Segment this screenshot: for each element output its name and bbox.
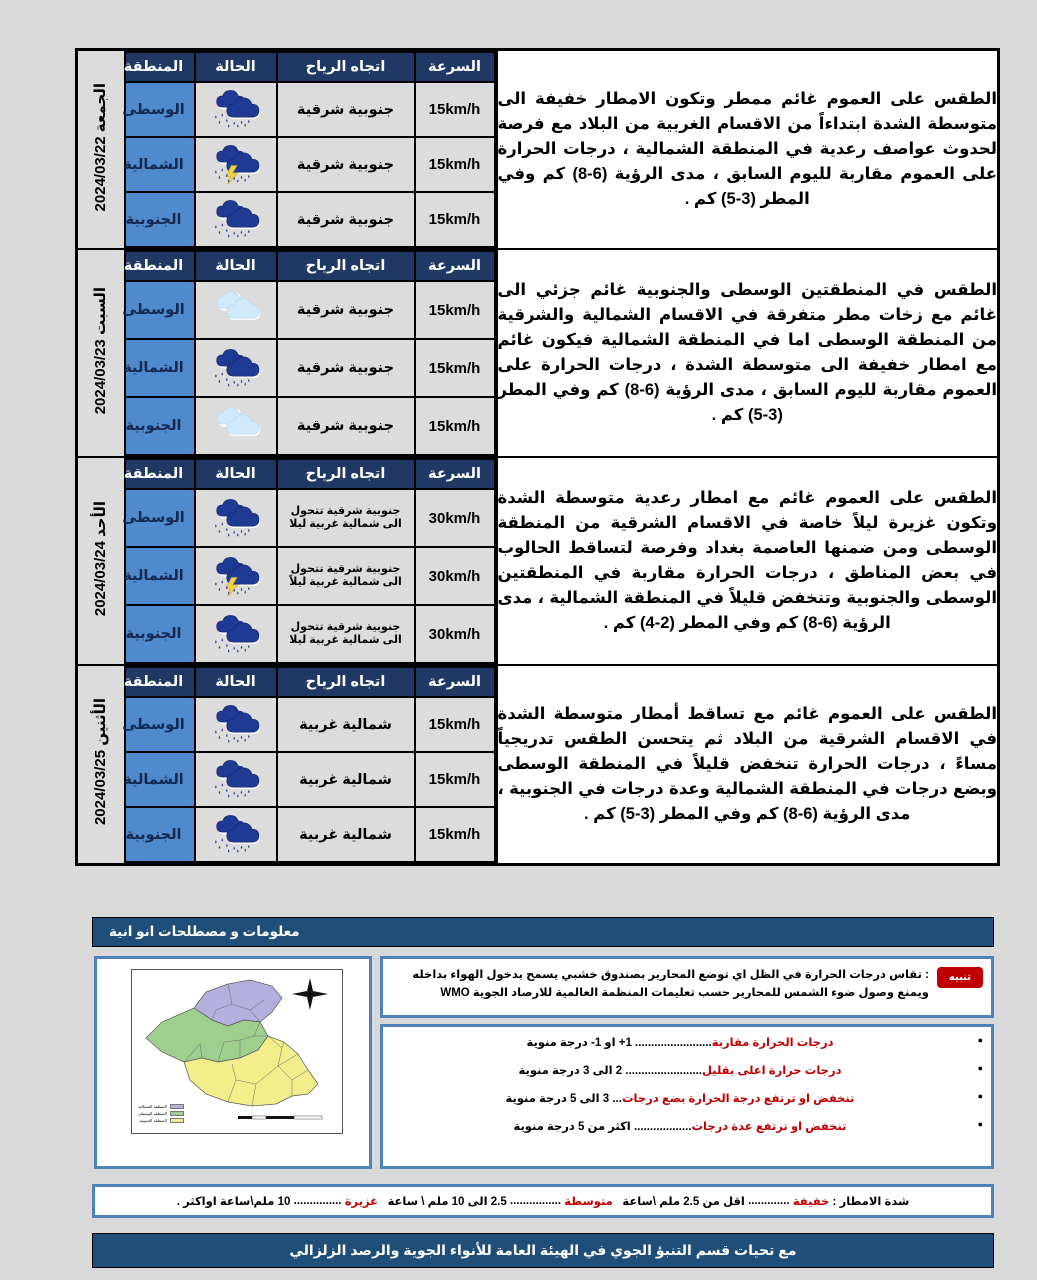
- table-row: [113, 697, 495, 752]
- wind-direction-cell: جنوبية شرقية تتحول الى شمالية غربية ليلا: [277, 489, 415, 547]
- footer-band: [92, 1233, 994, 1268]
- weather-state-cell: [195, 807, 277, 862]
- weather-state-cell: [195, 397, 277, 455]
- wind-speed-cell: 15km/h: [415, 752, 495, 807]
- forecast-day-block: [77, 665, 999, 865]
- table-row: [113, 281, 495, 339]
- iraq-region-map: [131, 969, 343, 1134]
- wind-direction-cell: جنوبية شرقية: [277, 281, 415, 339]
- weather-state-cell: [195, 82, 277, 137]
- table-row: [113, 397, 495, 455]
- legend-item-label: تنخفض او ترتفع عدة درجات: [691, 1121, 847, 1133]
- region-cell: الوسطى: [113, 82, 195, 137]
- legend-item: [393, 1091, 967, 1105]
- region-cell: الشمالية: [113, 547, 195, 605]
- table-row: [113, 339, 495, 397]
- table-row: [113, 547, 495, 605]
- wind-direction-cell: شمالية غربية: [277, 697, 415, 752]
- forecast-day-block: [77, 457, 999, 665]
- wind-direction-cell: جنوبية شرقية: [277, 397, 415, 455]
- wind-speed-cell: 15km/h: [415, 339, 495, 397]
- region-cell: الجنوبية: [113, 397, 195, 455]
- wind-speed-cell: 15km/h: [415, 697, 495, 752]
- conditions-header-row: [113, 52, 495, 82]
- table-row: [113, 192, 495, 247]
- col-header-speed: السرعة: [415, 667, 495, 697]
- map-legend: [138, 1104, 184, 1125]
- wind-speed-cell: 15km/h: [415, 137, 495, 192]
- partly-cloudy-light-icon: [207, 402, 265, 446]
- terms-band-title: معلومات و مصطلحات انو انية: [109, 924, 300, 939]
- wind-direction-cell: جنوبية شرقية تتحول الى شمالية غربية ليلا: [277, 605, 415, 663]
- col-header-state: الحالة: [195, 251, 277, 281]
- table-row: [113, 605, 495, 663]
- day-summary-text: الطقس على العموم غائم مع تساقط أمطار متوسطة الشدة في الاقسام الشرقية من البلاد ثم يتحسن الطقس تدريجياً مساءً ، درجات الحرارة تنخفض قليلاً في المنطقة الوسطى وبضع درجات في المنطقة الشمالية وعدة درجات في الجنوبية ، مدى الرؤية (6-8) كم وفي المطر (3-5) كم .: [497, 665, 999, 865]
- legend-item: [393, 1035, 967, 1049]
- region-cell: الوسطى: [113, 281, 195, 339]
- col-header-wind_dir: اتجاه الرياح: [277, 459, 415, 489]
- weather-state-cell: [195, 339, 277, 397]
- rain-heavy-icon: [207, 195, 265, 239]
- rain-heavy-icon: [207, 755, 265, 799]
- wind-speed-cell: 15km/h: [415, 807, 495, 862]
- legend-item-value: اكثر من 5 درجة منوية: [513, 1121, 634, 1133]
- day-label: السبت 2024/03/23: [92, 286, 110, 415]
- temperature-legend-box: [380, 1024, 994, 1169]
- notice-box: [380, 956, 994, 1018]
- weather-state-cell: [195, 752, 277, 807]
- col-header-speed: السرعة: [415, 52, 495, 82]
- table-row: [113, 752, 495, 807]
- weather-state-cell: [195, 605, 277, 663]
- rain-heavy-icon: [207, 700, 265, 744]
- day-summary-text: الطقس على العموم غائم ممطر وتكون الامطار خفيفة الى متوسطة الشدة ابتداءاً من الاقسام الغربية من البلاد مع فرصة لحدوث عواصف رعدية في المنطقة الشمالية ، درجات الحرارة على العموم مقاربة لليوم السابق ، مدى الرؤية (6-8) كم وفي المطر (3-5) كم .: [497, 50, 999, 250]
- legend-item-label: درجات حرارة اعلى بقليل: [702, 1065, 842, 1077]
- table-row: [113, 489, 495, 547]
- map-legend-central: المنطقة الوسطى: [138, 1111, 167, 1116]
- region-cell: الشمالية: [113, 339, 195, 397]
- wind-direction-cell: جنوبية شرقية تتحول الى شمالية غربية ليلاً: [277, 547, 415, 605]
- forecast-table: [75, 48, 1000, 866]
- col-header-state: الحالة: [195, 459, 277, 489]
- partly-cloudy-light-icon: [207, 286, 265, 330]
- legend-item-dots: ........................: [625, 1065, 703, 1077]
- day-conditions-cell: [122, 457, 497, 665]
- wind-speed-cell: 15km/h: [415, 397, 495, 455]
- wind-speed-cell: 30km/h: [415, 605, 495, 663]
- footer-text: مع تحيات قسم التنبؤ الجوي في الهيئة العامة للأنواء الجوية والرصد الزلزالي: [289, 1242, 797, 1258]
- day-label: الأثنين 2024/03/25: [92, 698, 110, 826]
- conditions-header-row: [113, 251, 495, 281]
- day-label: الأحد 2024/03/24: [92, 500, 110, 617]
- rain-medium-dots: ................: [509, 1195, 562, 1207]
- day-conditions-cell: [122, 50, 497, 250]
- conditions-header-row: [113, 459, 495, 489]
- compass-rose-icon: [292, 978, 328, 1010]
- legend-item-label: تنخفض او ترتفع درجة الحرارة بضع درجات: [621, 1093, 855, 1105]
- region-cell: الجنوبية: [113, 807, 195, 862]
- day-conditions-table: [112, 458, 496, 664]
- region-cell: الشمالية: [113, 752, 195, 807]
- legend-item-dots: ........................: [635, 1037, 712, 1049]
- document-page: [22, 10, 1015, 1272]
- temperature-legend-list: [383, 1027, 991, 1133]
- terms-band: [92, 917, 994, 947]
- forecast-day-block: [77, 249, 999, 457]
- col-header-wind_dir: اتجاه الرياح: [277, 52, 415, 82]
- wind-direction-cell: جنوبية شرقية: [277, 192, 415, 247]
- col-header-wind_dir: اتجاه الرياح: [277, 667, 415, 697]
- legend-item-value: 2 الى 3 درجة منوية: [518, 1065, 626, 1077]
- weather-state-cell: [195, 489, 277, 547]
- col-header-region: المنطقة: [113, 52, 195, 82]
- col-header-state: الحالة: [195, 667, 277, 697]
- rain-heavy-icon: [207, 810, 265, 854]
- col-header-wind_dir: اتجاه الرياح: [277, 251, 415, 281]
- rain-heavy-label: غزيرة: [344, 1196, 378, 1208]
- forecast-day-block: [77, 50, 999, 250]
- table-row: [113, 807, 495, 862]
- notice-line-1: : تقاس درجات الحرارة في الظل اي توضع المحارير بصندوق خشبي يسمح بدخول الهواء بداخله: [412, 969, 929, 981]
- wind-direction-cell: جنوبية شرقية: [277, 82, 415, 137]
- legend-item: [393, 1119, 967, 1133]
- day-conditions-table: [112, 250, 496, 456]
- day-summary-text: الطقس على العموم غائم مع امطار رعدية متوسطة الشدة وتكون غزيرة ليلاً خاصة في الاقسام الشرقية من المنطقة الوسطى ومن ضمنها العاصمة بغداد وفرصة لتساقط الحالوب في بعض المناطق ، درجات الحرارة مقاربة في المنطقتين الوسطى والجنوبية وتنخفض قليلاً في المنطقة الشمالية ، مدى الرؤية (6-8) كم وفي المطر (2-4) كم .: [497, 457, 999, 665]
- legend-item-value: 3 الى 5 درجة منوية: [505, 1093, 613, 1105]
- col-header-speed: السرعة: [415, 251, 495, 281]
- notice-badge: تنبيه: [937, 967, 983, 988]
- weather-state-cell: [195, 137, 277, 192]
- wind-speed-cell: 30km/h: [415, 489, 495, 547]
- thunderstorm-icon: [207, 140, 265, 184]
- day-label-cell: [77, 457, 125, 665]
- weather-state-cell: [195, 697, 277, 752]
- legend-item-label: درجات الحرارة مقاربة: [711, 1037, 834, 1049]
- wind-direction-cell: شمالية غربية: [277, 807, 415, 862]
- weather-state-cell: [195, 547, 277, 605]
- col-header-region: المنطقة: [113, 667, 195, 697]
- col-header-region: المنطقة: [113, 251, 195, 281]
- legend-item-dots: ...: [612, 1093, 622, 1105]
- region-map-box: [94, 956, 372, 1169]
- wind-speed-cell: 15km/h: [415, 281, 495, 339]
- legend-item-dots: ..................: [633, 1121, 692, 1133]
- rain-light-label: خفيفة: [792, 1196, 830, 1208]
- wind-direction-cell: جنوبية شرقية: [277, 137, 415, 192]
- day-conditions-cell: [122, 665, 497, 865]
- legend-item: [393, 1063, 967, 1077]
- day-summary-text: الطقس في المنطقتين الوسطى والجنوبية غائم جزئي الى غائم مع زخات مطر متفرقة في الاقسام الشمالية والشرقية من المنطقة الوسطى اما في المنطقة الشمالية فيكون غائم مع امطار خفيفة الى متوسطة الشدة ، درجات الحرارة على العموم مقاربة لليوم السابق ، مدى الرؤية (6-8) كم وفي المطر (3-5) كم .: [497, 249, 999, 457]
- region-cell: الشمالية: [113, 137, 195, 192]
- day-conditions-table: [112, 51, 496, 248]
- day-label: الجمعة 2024/03/22: [92, 82, 110, 212]
- rain-heavy-icon: [207, 494, 265, 538]
- day-label-cell: [77, 50, 125, 250]
- wind-speed-cell: 15km/h: [415, 192, 495, 247]
- region-cell: الوسطى: [113, 697, 195, 752]
- map-legend-south: المنطقة الجنوبية: [139, 1118, 167, 1123]
- day-label-cell: [77, 665, 125, 865]
- col-header-region: المنطقة: [113, 459, 195, 489]
- wind-speed-cell: 30km/h: [415, 547, 495, 605]
- rain-heavy-value: 10 ملم\ساعة اواكثر .: [176, 1196, 291, 1208]
- table-row: [113, 137, 495, 192]
- region-cell: الجنوبية: [113, 192, 195, 247]
- weather-state-cell: [195, 192, 277, 247]
- rain-medium-value: 2.5 الى 10 ملم \ ساعة: [387, 1196, 507, 1208]
- rain-light-value: اقل من 2.5 ملم \ساعة: [622, 1196, 745, 1208]
- rain-heavy-icon: [207, 344, 265, 388]
- map-legend-north: المنطقة الشمالية: [138, 1104, 167, 1109]
- region-cell: الجنوبية: [113, 605, 195, 663]
- day-label-cell: [77, 249, 125, 457]
- rain-heavy-dots: ...............: [293, 1195, 342, 1207]
- wind-direction-cell: شمالية غربية: [277, 752, 415, 807]
- rain-medium-label: متوسطة: [564, 1196, 613, 1208]
- rain-light-dots: .............: [748, 1195, 790, 1207]
- day-conditions-table: [112, 666, 496, 863]
- region-cell: الوسطى: [113, 489, 195, 547]
- weather-state-cell: [195, 281, 277, 339]
- rain-heavy-icon: [207, 85, 265, 129]
- day-conditions-cell: [122, 249, 497, 457]
- rain-intensity-box: [92, 1184, 994, 1218]
- thunderstorm-icon: [207, 552, 265, 596]
- col-header-speed: السرعة: [415, 459, 495, 489]
- rain-prefix: شدة الامطار :: [832, 1196, 910, 1208]
- col-header-state: الحالة: [195, 52, 277, 82]
- rain-heavy-icon: [207, 610, 265, 654]
- legend-item-value: 1+ او 1- درجة منوية: [526, 1037, 636, 1049]
- notice-line-2: ويمنع وصول ضوء الشمس للمحارير حسب تعليمات المنظمة العالمية للارصاد الجوية WMO: [440, 987, 929, 1000]
- wind-direction-cell: جنوبية شرقية: [277, 339, 415, 397]
- wind-speed-cell: 15km/h: [415, 82, 495, 137]
- notice-text: [412, 966, 929, 1003]
- conditions-header-row: [113, 667, 495, 697]
- table-row: [113, 82, 495, 137]
